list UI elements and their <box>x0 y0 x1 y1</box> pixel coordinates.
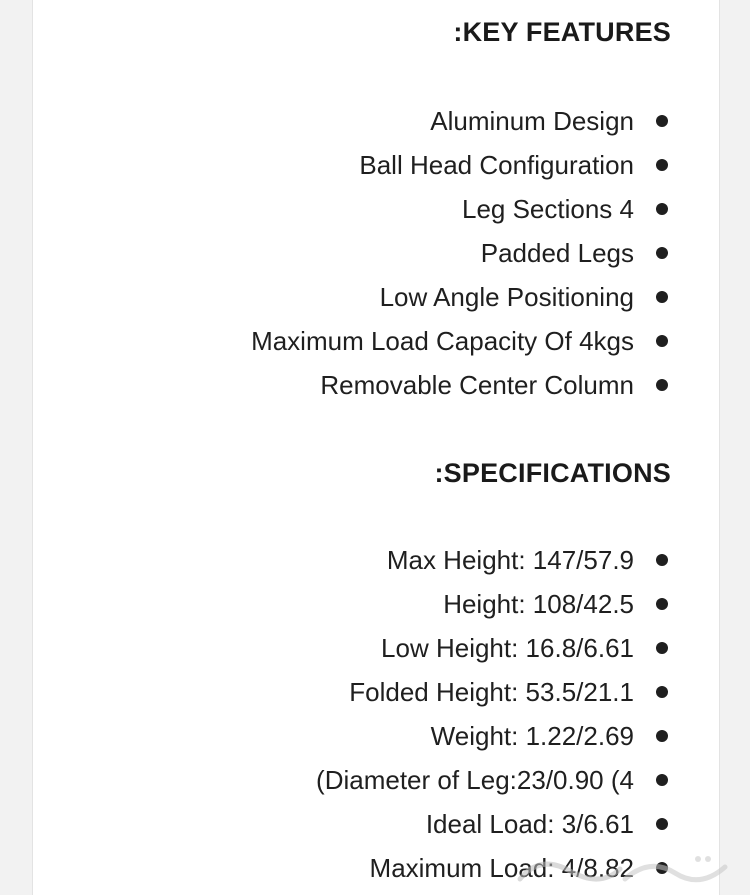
bullet-icon <box>656 247 668 259</box>
bullet-icon <box>656 379 668 391</box>
list-item-text: Leg Sections 4 <box>461 194 634 224</box>
bullet-icon <box>656 159 668 171</box>
list-item <box>33 626 719 670</box>
list-item-text: Low Height: 16.8/6.61 <box>381 633 634 663</box>
list-item-text: Height: 108/42.5 <box>443 589 634 619</box>
bullet-icon <box>656 642 668 654</box>
document-sheet <box>32 0 720 895</box>
list-item <box>33 363 719 407</box>
list-item-text: Low Angle Positioning <box>379 282 634 312</box>
site-logo-watermark-icon <box>500 849 740 889</box>
list-item <box>33 582 719 626</box>
bullet-icon <box>656 115 668 127</box>
list-item-text: Removable Center Column <box>320 370 634 400</box>
list-item-text: Max Height: 147/57.9 <box>386 545 634 575</box>
bullet-icon <box>656 686 668 698</box>
key-features-heading: :KEY FEATURES <box>453 17 671 47</box>
bullet-icon <box>656 291 668 303</box>
bullet-icon <box>656 730 668 742</box>
bullet-icon <box>656 818 668 830</box>
list-item <box>33 143 719 187</box>
bullet-icon <box>656 203 668 215</box>
list-item-text: (Diameter of Leg:23/0.90 (4 <box>316 765 634 795</box>
list-item-text: Padded Legs <box>480 238 634 268</box>
list-item <box>33 538 719 582</box>
bullet-icon <box>656 598 668 610</box>
bullet-icon <box>656 335 668 347</box>
list-item-text: Ideal Load: 3/6.61 <box>425 809 634 839</box>
list-item <box>33 231 719 275</box>
list-item-text: Aluminum Design <box>430 106 634 136</box>
specifications-heading: :SPECIFICATIONS <box>434 458 671 488</box>
list-item <box>33 187 719 231</box>
list-item <box>33 714 719 758</box>
bullet-icon <box>656 774 668 786</box>
bullet-icon <box>656 554 668 566</box>
list-item-text: Maximum Load Capacity Of 4kgs <box>251 326 634 356</box>
list-item <box>33 275 719 319</box>
list-item-text: Maximum Load: 4/8.82 <box>369 853 634 883</box>
list-item-text: Ball Head Configuration <box>359 150 634 180</box>
list-item <box>33 670 719 714</box>
list-item-text: Folded Height: 53.5/21.1 <box>349 677 634 707</box>
list-item <box>33 99 719 143</box>
list-item <box>33 758 719 802</box>
list-item-text: Weight: 1.22/2.69 <box>430 721 634 751</box>
list-item <box>33 319 719 363</box>
list-item <box>33 802 719 846</box>
